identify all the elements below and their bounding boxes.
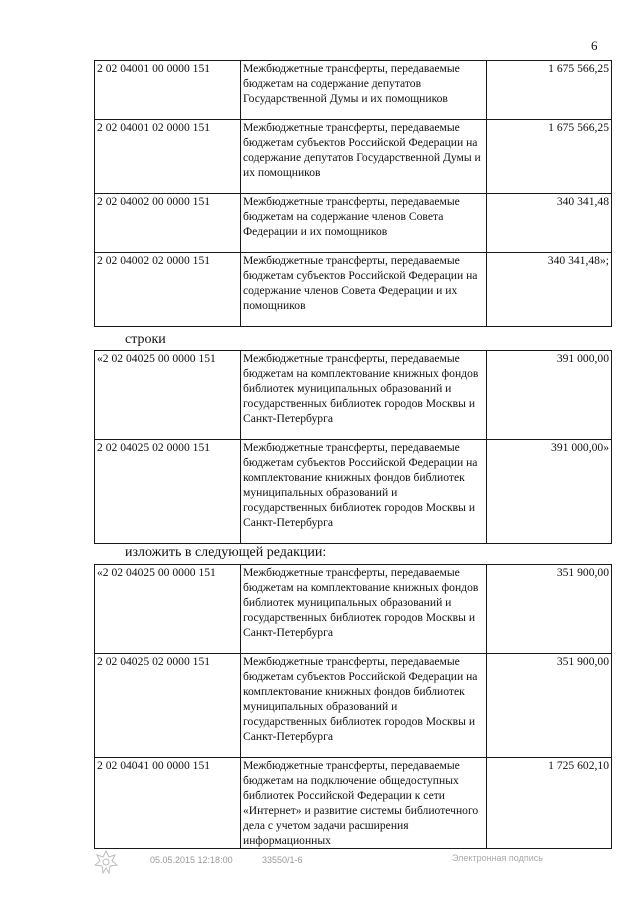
budget-amount: 391 000,00»: [487, 440, 612, 544]
budget-amount: 1 725 602,10: [487, 758, 612, 849]
budget-code: 2 02 04002 02 0000 151: [95, 253, 241, 327]
table-row: [95, 194, 612, 253]
table-row: [95, 351, 612, 440]
budget-table-current: [94, 60, 612, 327]
budget-description: Межбюджетные трансферты, передаваемые бюджетам на содержание членов Совета Федерации и их помощников: [241, 194, 487, 253]
budget-table-old: [94, 350, 612, 544]
budget-amount: 340 341,48: [487, 194, 612, 253]
budget-description: Межбюджетные трансферты, передаваемые бюджетам на комплектование книжных фондов библиотек муниципальных образований и государственных библиотек городов Москвы и Санкт-Петербурга: [241, 565, 487, 654]
budget-amount: 1 675 566,25: [487, 120, 612, 194]
table-row: [95, 758, 612, 849]
label-new-edition: изложить в следующей редакции:: [125, 545, 327, 560]
budget-amount: 1 675 566,25: [487, 61, 612, 120]
footer-stamp-text: Электронная подпись: [452, 853, 543, 863]
budget-amount: 351 900,00: [487, 654, 612, 758]
budget-amount: 340 341,48»;: [487, 253, 612, 327]
footer-timestamp: 05.05.2015 12:18:00: [150, 855, 233, 865]
budget-description: Межбюджетные трансферты, передаваемые бюджетам на комплектование книжных фондов библиотек муниципальных образований и государственных библиотек городов Москвы и Санкт-Петербурга: [241, 351, 487, 440]
table-row: [95, 440, 612, 544]
table-row: [95, 61, 612, 120]
emblem-icon: [93, 849, 119, 875]
budget-code: 2 02 04002 00 0000 151: [95, 194, 241, 253]
footer-doc-id: 33550/1-6: [262, 855, 303, 865]
budget-code: 2 02 04041 00 0000 151: [95, 758, 241, 849]
table-row: [95, 565, 612, 654]
label-lines: строки: [125, 332, 166, 347]
budget-code: 2 02 04025 02 0000 151: [95, 440, 241, 544]
budget-description: Межбюджетные трансферты, передаваемые бюджетам субъектов Российской Федерации на комплектование книжных фондов библиотек муниципальных образований и государственных библиотек городов Москвы и Санкт-Петербурга: [241, 654, 487, 758]
budget-table-new: [94, 564, 612, 849]
budget-description: Межбюджетные трансферты, передаваемые бюджетам субъектов Российской Федерации на содержание членов Совета Федерации и их помощников: [241, 253, 487, 327]
budget-code: 2 02 04001 02 0000 151: [95, 120, 241, 194]
budget-code: «2 02 04025 00 0000 151: [95, 351, 241, 440]
budget-description: Межбюджетные трансферты, передаваемые бюджетам субъектов Российской Федерации на содержание депутатов Государственной Думы и их помощников: [241, 120, 487, 194]
page-number: 6: [591, 38, 598, 53]
budget-description: Межбюджетные трансферты, передаваемые бюджетам на содержание депутатов Государственной Думы и их помощников: [241, 61, 487, 120]
budget-description: Межбюджетные трансферты, передаваемые бюджетам субъектов Российской Федерации на комплектование книжных фондов библиотек муниципальных образований и государственных библиотек городов Москвы и Санкт-Петербурга: [241, 440, 487, 544]
table-row: [95, 120, 612, 194]
budget-description: Межбюджетные трансферты, передаваемые бюджетам на подключение общедоступных библиотек Российской Федерации к сети «Интернет» и развитие системы библиотечного дела с учетом задачи расширения информационных: [241, 758, 487, 849]
budget-amount: 391 000,00: [487, 351, 612, 440]
budget-code: 2 02 04025 02 0000 151: [95, 654, 241, 758]
budget-code: 2 02 04001 00 0000 151: [95, 61, 241, 120]
table-row: [95, 654, 612, 758]
table-row: [95, 253, 612, 327]
budget-code: «2 02 04025 00 0000 151: [95, 565, 241, 654]
budget-amount: 351 900,00: [487, 565, 612, 654]
